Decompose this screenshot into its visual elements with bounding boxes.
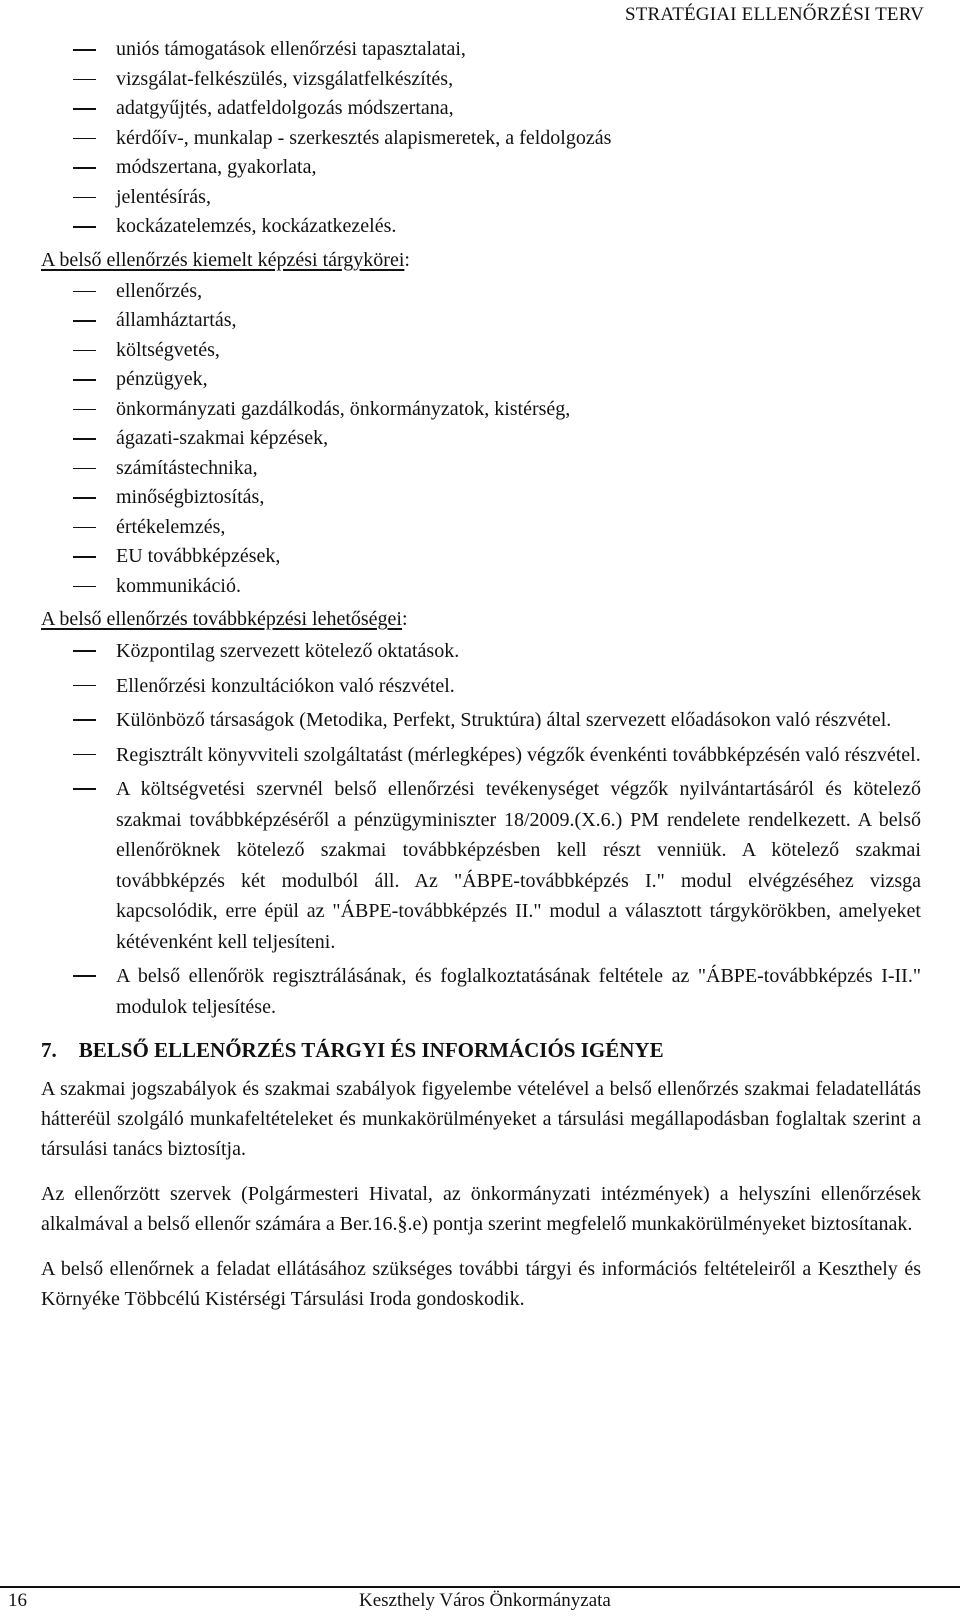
list-item: pénzügyek, [41, 365, 921, 395]
footer-organization: Keszthely Város Önkormányzata [359, 1590, 611, 1611]
topics-lead [41, 245, 921, 275]
list-item: értékelemzés, [41, 513, 921, 543]
page-content [41, 35, 921, 1329]
topics-lead-colon: : [404, 248, 410, 271]
list-item: A költségvetési szervnél belső ellenőrzési tevékenységet végzők nyilvántartásáról és kötelező szakmai továbbképzéséről a pénzügyminiszter 18/2009.(X.6.) PM rendelete rendelkezett. A belső ellenőröknek kötelező szakmai továbbképzésben kell részt venniük. A kötelező szakmai továbbképzés két modulból áll. Az "ÁBPE-továbbképzés I." modul elvégzéséhez vizsga kapcsolódik, erre épül az "ÁBPE-továbbképzés II." modul a választott tárgykörökben, amelyeket kétévenként kell teljesíteni. [41, 774, 921, 957]
list-item: ellenőrzés, [41, 277, 921, 307]
list-item: kérdőív-, munkalap - szerkesztés alapismeretek, a feldolgozás [41, 124, 921, 154]
list-item: számítástechnika, [41, 454, 921, 484]
paragraph: A szakmai jogszabályok és szakmai szabályok figyelembe vételével a belső ellenőrzés szakmai feladatellátás hátteréül szolgáló munkafeltételeket és munkakörülményeket a társulási megállapodásban foglaltak szerint a társulási tanács biztosítja. [41, 1078, 921, 1160]
list-item: Ellenőrzési konzultációkon való részvétel. [41, 671, 921, 702]
list-item: vizsgálat-felkészülés, vizsgálatfelkészítés, [41, 65, 921, 95]
list-item: Regisztrált könyvviteli szolgáltatást (mérlegképes) végzők évenkénti továbbképzésén való részvétel. [41, 740, 921, 771]
training-list [41, 636, 921, 1022]
list-item: EU továbbképzések, [41, 542, 921, 572]
training-lead-colon: : [402, 608, 408, 630]
section-heading [41, 1036, 921, 1064]
list-item: államháztartás, [41, 306, 921, 336]
list-item: uniós támogatások ellenőrzési tapasztalatai, [41, 35, 921, 65]
paragraph: A belső ellenőrnek a feladat ellátásához szükséges további tárgyi és információs feltételeiről a Keszthely és Környéke Többcélú Kistérségi Társulási Iroda gondoskodik. [41, 1258, 921, 1310]
list-item: ágazati-szakmai képzések, [41, 424, 921, 454]
list-item: kommunikáció. [41, 572, 921, 602]
top-dash-list [41, 35, 921, 242]
training-lead-text: A belső ellenőrzés továbbképzési lehetőségei [41, 608, 402, 630]
topics-list [41, 277, 921, 602]
footer-divider [0, 1586, 960, 1588]
list-item: minőségbiztosítás, [41, 483, 921, 513]
section-number: 7. [41, 1038, 57, 1062]
list-item: A belső ellenőrök regisztrálásának, és foglalkoztatásának feltétele az "ÁBPE-továbbképzés I-II." modulok teljesítése. [41, 961, 921, 1022]
list-item: módszertana, gyakorlata, [41, 153, 921, 183]
list-item: kockázatelemzés, kockázatkezelés. [41, 212, 921, 242]
list-item: költségvetés, [41, 336, 921, 366]
section-title: BELSŐ ELLENŐRZÉS TÁRGYI ÉS INFORMÁCIÓS IGÉNYE [78, 1038, 664, 1062]
list-item: jelentésírás, [41, 183, 921, 213]
list-item: önkormányzati gazdálkodás, önkormányzatok, kistérség, [41, 395, 921, 425]
paragraph: Az ellenőrzött szervek (Polgármesteri Hivatal, az önkormányzati intézmények) a helyszíni ellenőrzések alkalmával a belső ellenőr számára a Ber.16.§.e) pontja szerint megfelelő munkakörülményeket biztosítanak. [41, 1183, 921, 1235]
list-item: Központilag szervezett kötelező oktatások. [41, 636, 921, 667]
list-item: adatgyűjtés, adatfeldolgozás módszertana, [41, 94, 921, 124]
running-header: STRATÉGIAI ELLENŐRZÉSI TERV [624, 4, 924, 25]
topics-lead-text: A belső ellenőrzés kiemelt képzési tárgykörei [41, 248, 405, 271]
training-lead [41, 604, 921, 634]
page-number: 16 [8, 1590, 27, 1611]
list-item: Különböző társaságok (Metodika, Perfekt, Struktúra) által szervezett előadásokon való részvétel. [41, 705, 921, 736]
